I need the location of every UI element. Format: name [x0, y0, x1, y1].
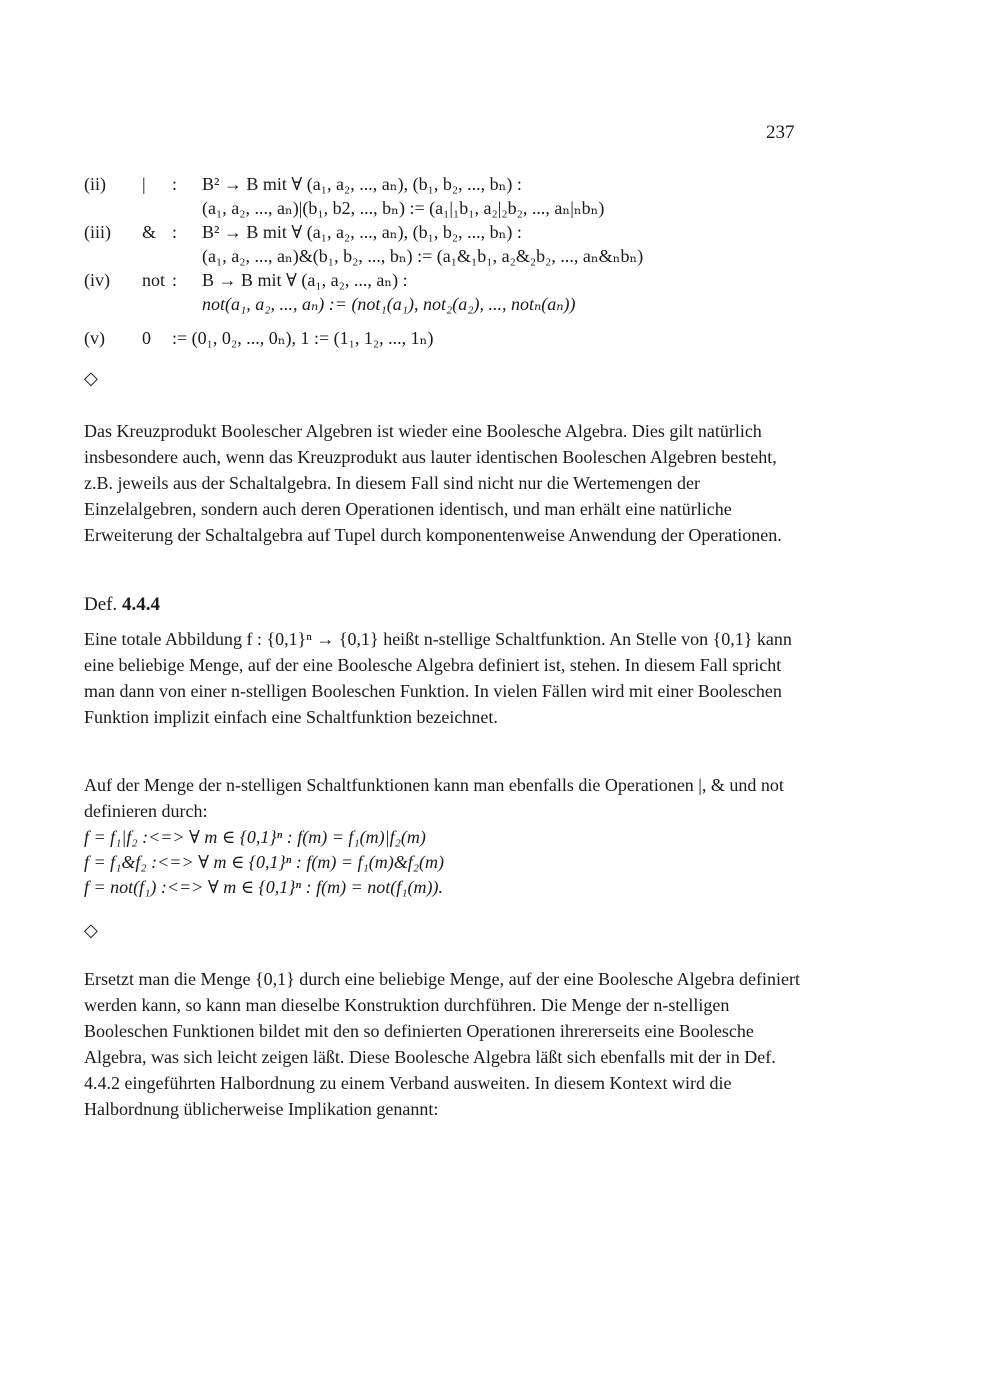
paragraph-operations	[84, 772, 804, 824]
definition-heading-prefix: Def.	[84, 594, 118, 615]
definition-formula: := (0₁, 0₂, ..., 0ₙ), 1 := (1₁, 1₂, ..., 1ₙ)	[172, 328, 434, 348]
definition-formula: B² → B mit ∀ (a₁, a₂, ..., aₙ), (b₁, b₂, ..., bₙ) :	[202, 174, 522, 194]
formula-line: f = f₁&f₂ :<=> ∀ m ∈ {0,1}ⁿ : f(m) = f₁(m)&f₂(m)	[84, 852, 444, 872]
definition-label: (v)	[84, 328, 105, 348]
definition-colon: :	[172, 270, 178, 290]
formula-line: f = not(f₁) :<=> ∀ m ∈ {0,1}ⁿ : f(m) = not(f₁(m)).	[84, 877, 443, 897]
page-number: 237	[766, 122, 795, 143]
paragraph-definition	[84, 626, 804, 730]
definition-heading	[84, 594, 160, 616]
definition-formula: B² → B mit ∀ (a₁, a₂, ..., aₙ), (b₁, b₂, ..., bₙ) :	[202, 222, 522, 242]
paragraph-text: Das Kreuzprodukt Boolescher Algebren ist wieder eine Boolesche Algebra. Dies gilt natürlich insbesondere auch, wenn das Kreuzprodukt aus lauter identischen Booleschen Algebren besteht, z.B. jeweils aus der Schaltalgebra. In diesem Fall sind nicht nur die Wertemengen der Einzelalgebren, sondern auch deren Operationen identisch, und man erhält eine natürliche Erweiterung der Schaltalgebra auf Tupel durch komponentenweise Anwendung der Operationen.	[84, 421, 782, 545]
definition-label: (iv)	[84, 270, 110, 290]
definition-formula: not(a₁, a₂, ..., aₙ) := (not₁(a₁), not₂(a₂), ..., notₙ(aₙ))	[202, 294, 576, 314]
end-marker-diamond-icon: ◇	[84, 368, 98, 388]
definition-formula: (a₁, a₂, ..., aₙ)|(b₁, b2, ..., bₙ) := (a₁|₁b₁, a₂|₂b₂, ..., aₙ|ₙbₙ)	[202, 198, 605, 218]
definition-operator: |	[142, 174, 146, 194]
paragraph-text: Eine totale Abbildung f : {0,1}ⁿ → {0,1} heißt n-stellige Schaltfunktion. An Stelle von {0,1} kann eine beliebige Menge, auf der eine Boolesche Algebra definiert ist, stehen. In diesem Fall spricht man dann von einer n-stelligen Booleschen Funktion. In vielen Fällen wird mit einer Booleschen Funktion implizit einfach eine Schaltfunktion bezeichnet.	[84, 629, 792, 727]
formula-line: f = f₁|f₂ :<=> ∀ m ∈ {0,1}ⁿ : f(m) = f₁(m)|f₂(m)	[84, 827, 426, 847]
definition-colon: :	[172, 174, 178, 194]
definition-formula: (a₁, a₂, ..., aₙ)&(b₁, b₂, ..., bₙ) := (a₁&₁b₁, a₂&₂b₂, ..., aₙ&ₙbₙ)	[202, 246, 644, 266]
paragraph-text: Auf der Menge der n-stelligen Schaltfunktionen kann man ebenfalls die Operationen |, & und not definieren durch:	[84, 775, 784, 821]
definition-label: (iii)	[84, 222, 111, 242]
definition-formula: B → B mit ∀ (a₁, a₂, ..., aₙ) :	[202, 270, 408, 290]
end-marker-diamond-icon: ◇	[84, 920, 98, 940]
definition-colon: :	[172, 222, 178, 242]
definition-operator: 0	[142, 328, 151, 348]
paragraph-kreuzprodukt	[84, 418, 804, 548]
definition-operator: not	[142, 270, 166, 290]
paragraph-extension	[84, 966, 804, 1122]
definition-label: (ii)	[84, 174, 106, 194]
definition-heading-number: 4.4.4	[121, 594, 160, 615]
definition-operator: &	[142, 222, 157, 242]
paragraph-text: Ersetzt man die Menge {0,1} durch eine beliebige Menge, auf der eine Boolesche Algebra definiert werden kann, so kann man dieselbe Konstruktion durchführen. Die Menge der n-stelligen Booleschen Funktionen bildet mit den so definierten Operationen ihrererseits eine Boolesche Algebra, was sich leicht zeigen läßt. Diese Boolesche Algebra läßt sich ebenfalls mit der in Def. 4.4.2 eingeführten Halbordnung zu einem Verband ausweiten. In diesem Kontext wird die Halbordnung üblicherweise Implikation genannt:	[84, 969, 801, 1119]
formula-block	[84, 825, 444, 900]
